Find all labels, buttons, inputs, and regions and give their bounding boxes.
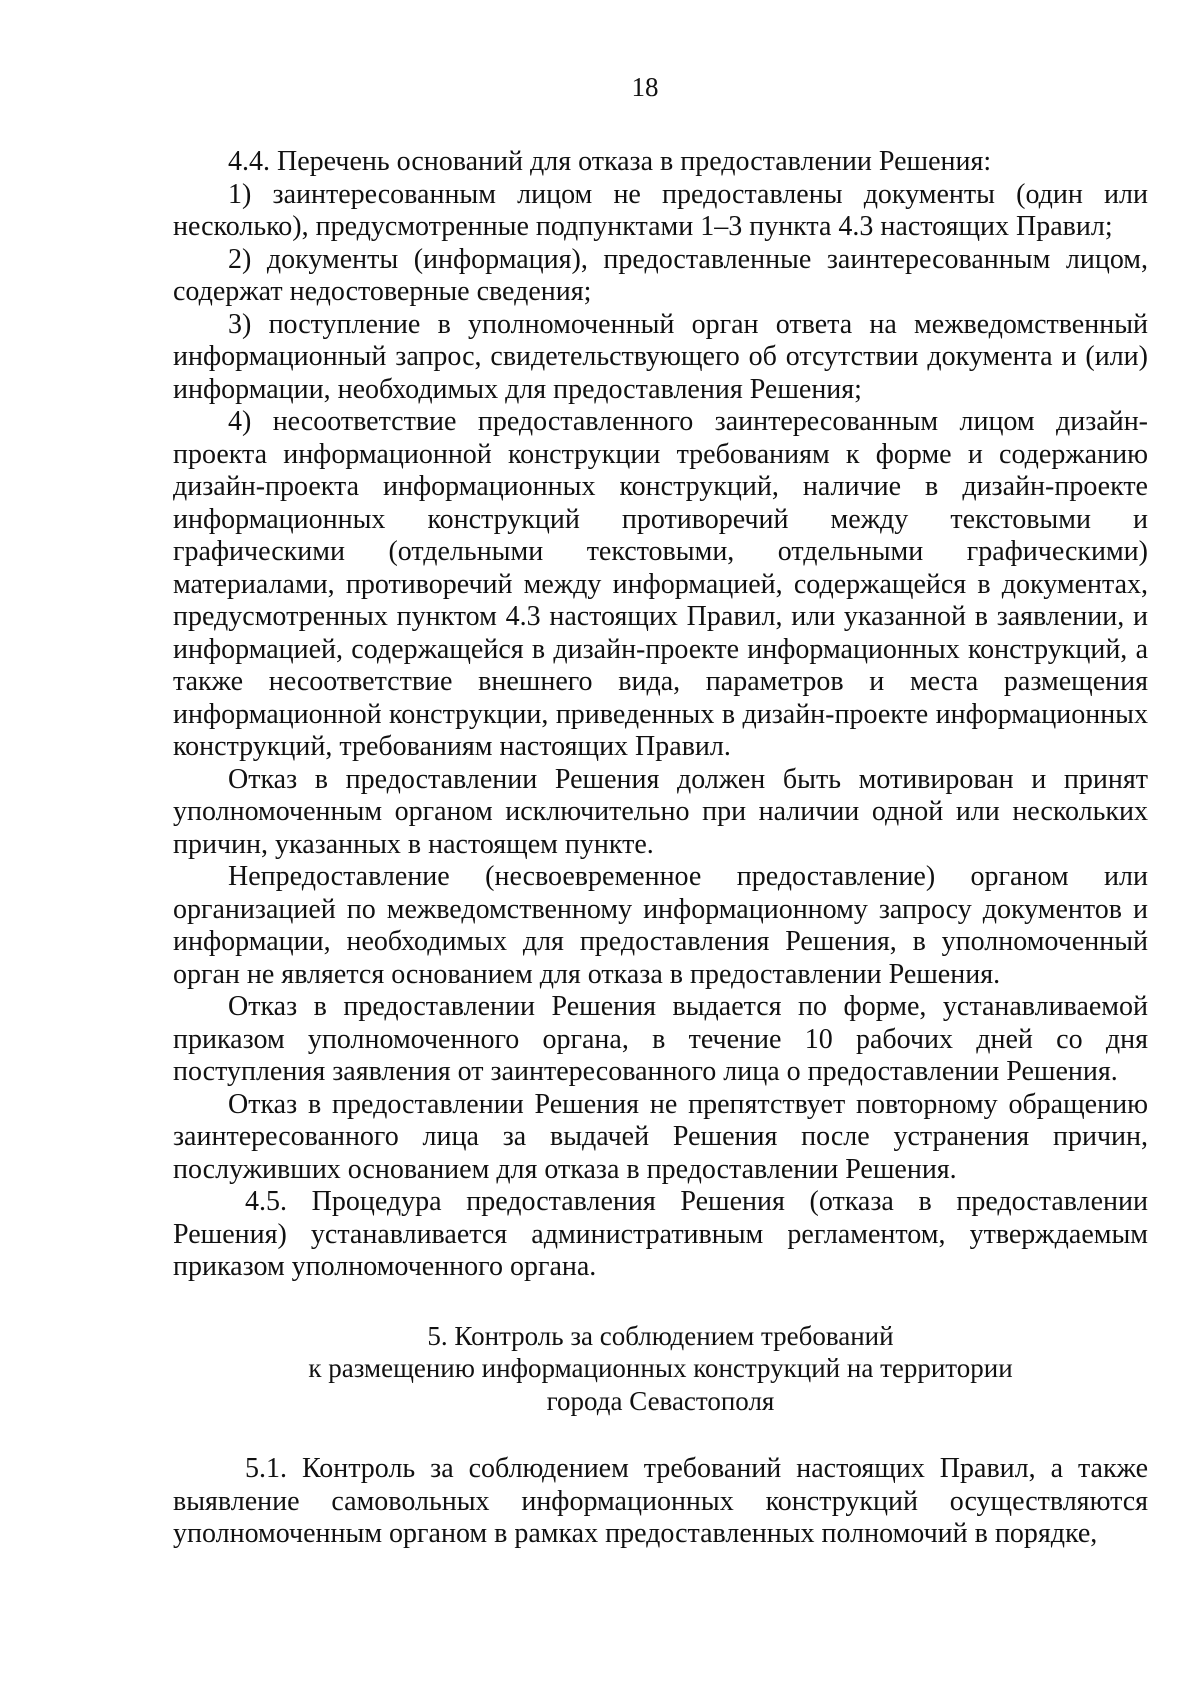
paragraph-item-3: 3) поступление в уполномоченный орган ответа на межведомственный информационный запрос, свидетельствующего об отсутствии документа и (или) информации, необходимых для предоставления Решения; (173, 308, 1148, 405)
paragraph-4-4: 4.4. Перечень оснований для отказа в предоставлении Решения: (228, 146, 992, 177)
paragraph-5-1: 5.1. Контроль за соблюдением требований настоящих Правил, а также выявление самовольных информационных конструкций осуществляются уполномоченным органом в рамках предоставленных полномочий в порядке, (173, 1453, 1148, 1549)
paragraph-refusal-motivated: Отказ в предоставлении Решения должен быть мотивирован и принят уполномоченным органом исключительно при наличии одной или нескольких причин, указанных в настоящем пункте. (173, 763, 1148, 860)
section-title-line-3: города Севастополя (546, 1385, 775, 1416)
section-title-line-2: к размещению информационных конструкций на территории (308, 1353, 1013, 1383)
document-body (173, 146, 1148, 1551)
paragraph-item-1: 1) заинтересованным лицом не предоставлены документы (один или несколько), предусмотренные подпунктами 1–3 пункта 4.3 настоящих Правил; (173, 178, 1148, 242)
paragraph-non-provision: Непредоставление (несвоевременное предоставление) органом или организацией по межведомственному информационному запросу документов и информации, необходимых для предоставления Решения, в уполномоченный орган не является основанием для отказа в предоставлении Решения. (173, 861, 1148, 990)
paragraph-item-4: 4) несоответствие предоставленного заинтересованным лицом дизайн-проекта информационной конструкции требованиям к форме и содержанию дизайн-проекта информационных конструкций, наличие в дизайн-проекте информационных конструкций противоречий между текстовыми и графическими (отдельными текстовыми, отдельными графическими) материалами, противоречий между информацией, содержащейся в документах, предусмотренных пунктом 4.3 настоящих Правил, или указанной в заявлении, и информацией, содержащейся в дизайн-проекте информационных конструкций, а также несоответствие внешнего вида, параметров и места размещения информационной конструкции, приведенных в дизайн-проекте информационных конструкций, требованиям настоящих Правил. (173, 406, 1148, 762)
paragraph-item-2: 2) документы (информация), предоставленные заинтересованным лицом, содержат недостоверные сведения; (173, 243, 1148, 307)
section-title-line-1: 5. Контроль за соблюдением требований (427, 1320, 894, 1351)
paragraph-4-5: 4.5. Процедура предоставления Решения (отказа в предоставлении Решения) устанавливается административным регламентом, утверждаемым приказом уполномоченного органа. (173, 1186, 1148, 1282)
page-number: 18 (631, 72, 659, 102)
paragraph-repeat-request: Отказ в предоставлении Решения не препятствует повторному обращению заинтересованного лица за выдачей Решения после устранения причин, послуживших основанием для отказа в предоставлении Решения. (173, 1088, 1148, 1185)
paragraph-refusal-form: Отказ в предоставлении Решения выдается по форме, устанавливаемой приказом уполномоченного органа, в течение 10 рабочих дней со дня поступления заявления от заинтересованного лица о предоставлении Решения. (173, 991, 1148, 1087)
section-5-title (173, 1320, 1148, 1418)
